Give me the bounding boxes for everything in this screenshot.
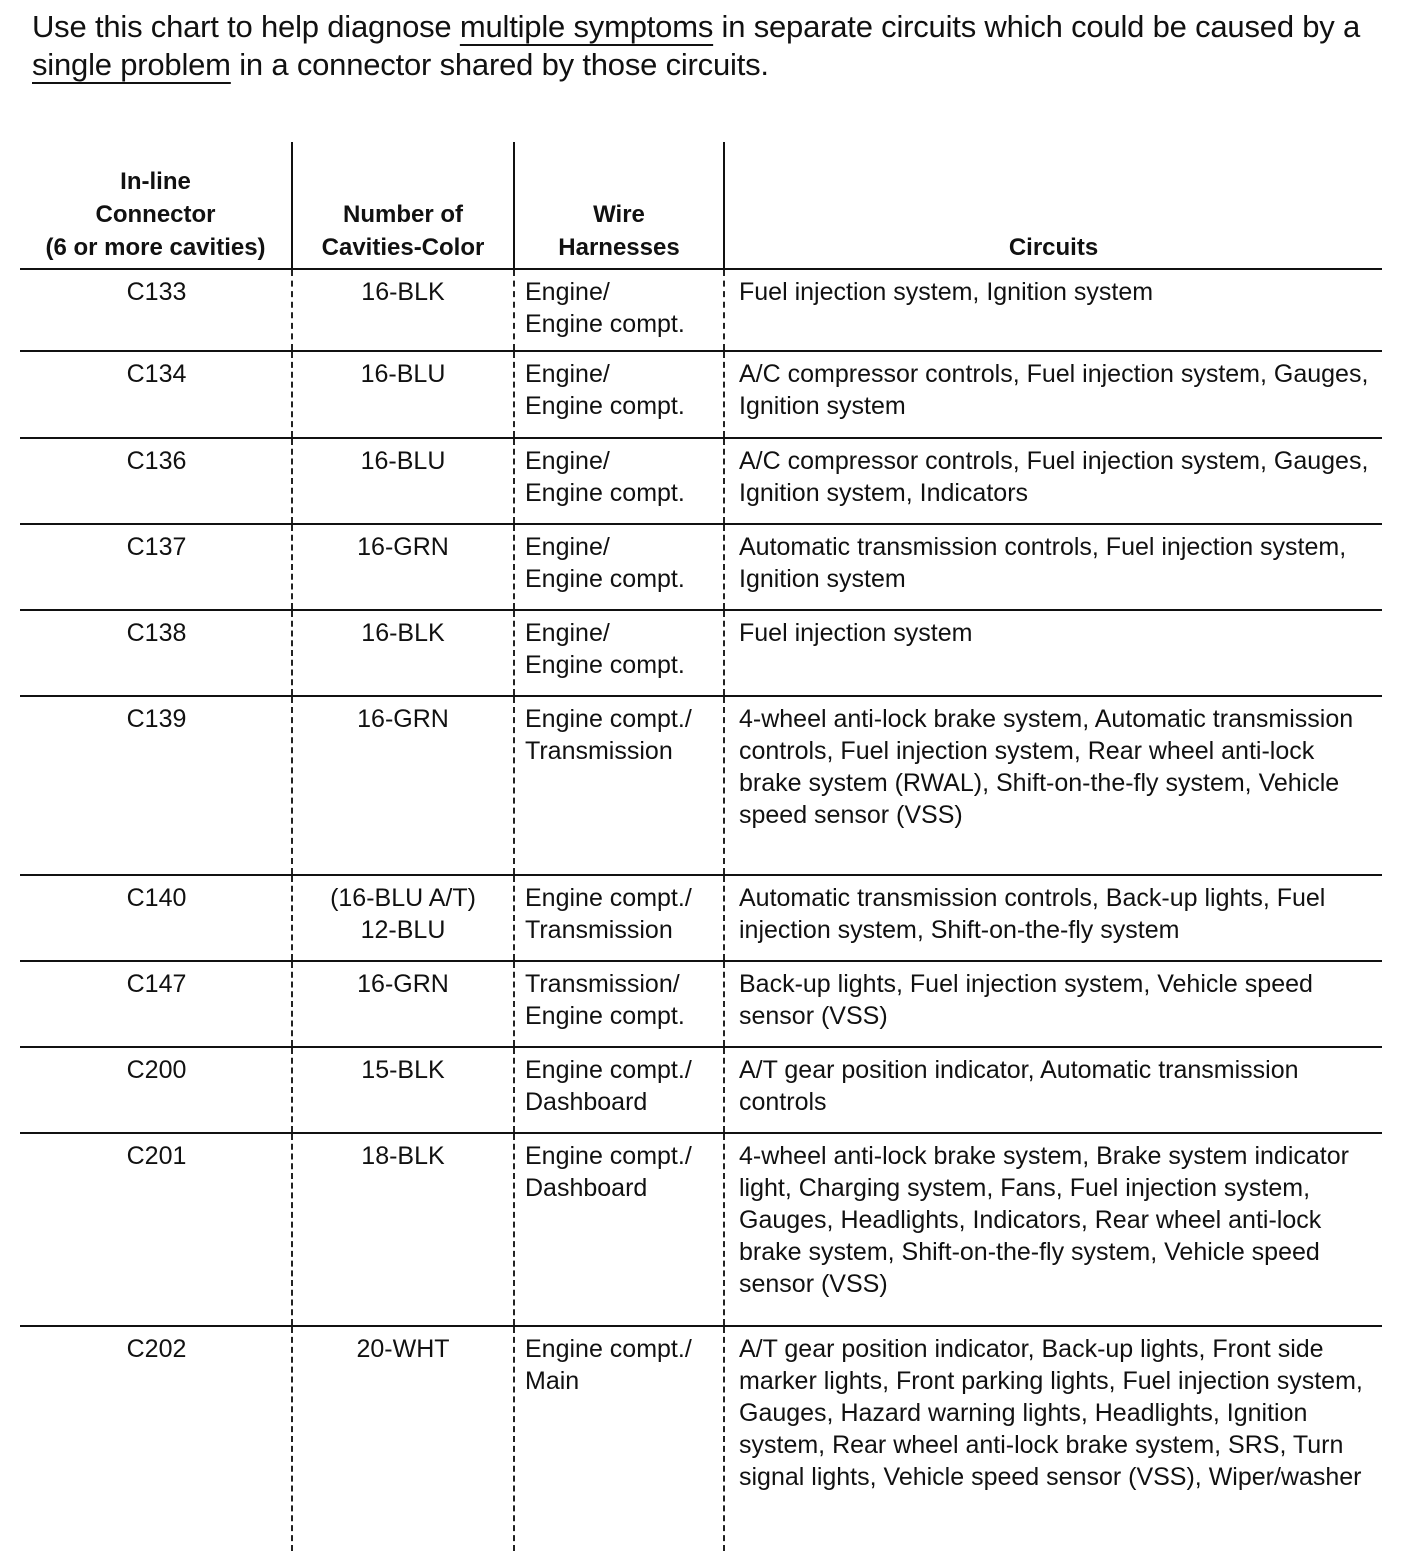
- harnesses-cell: [514, 524, 724, 610]
- cavities-cell: [292, 351, 514, 438]
- harness-line: Engine/: [525, 619, 610, 647]
- harness-line: Engine compt./: [525, 1335, 692, 1363]
- circuits-cell: Automatic transmission controls, Back-up lights, Fuel injection system, Shift-on-the-fly system: [724, 875, 1382, 961]
- harness-line: Engine compt./: [525, 1142, 692, 1170]
- cavities-line: 16-BLK: [361, 619, 445, 647]
- cavities-line: 18-BLK: [361, 1142, 445, 1170]
- connector-cell: C147: [20, 961, 292, 1047]
- cavities-cell: [292, 610, 514, 696]
- header-connector: In-line Connector (6 or more cavities): [20, 142, 292, 269]
- harnesses-cell: [514, 1326, 724, 1551]
- connector-cell: C140: [20, 875, 292, 961]
- circuits-cell: A/C compressor controls, Fuel injection system, Gauges, Ignition system: [724, 351, 1382, 438]
- harness-line: Engine/: [525, 360, 610, 388]
- harness-line: Transmission: [525, 737, 673, 765]
- cavities-line: 16-BLU: [360, 447, 446, 475]
- intro-text-1: Use this chart to help diagnose: [32, 9, 460, 44]
- circuits-cell: A/C compressor controls, Fuel injection system, Gauges, Ignition system, Indicators: [724, 438, 1382, 524]
- harnesses-cell: [514, 269, 724, 351]
- intro-emphasis-single-problem: single problem: [32, 47, 231, 82]
- harness-line: Transmission/: [525, 970, 680, 998]
- connector-table: [20, 142, 1382, 1551]
- connector-cell: C137: [20, 524, 292, 610]
- harness-line: Transmission: [525, 916, 673, 944]
- harnesses-cell: [514, 1047, 724, 1133]
- table-row: [20, 1326, 1382, 1551]
- harness-line: Engine compt.: [525, 479, 685, 507]
- cavities-line: 16-GRN: [357, 705, 449, 733]
- harness-line: Main: [525, 1367, 580, 1395]
- cavities-line: 12-BLU: [360, 916, 446, 944]
- harness-line: Engine compt./: [525, 884, 692, 912]
- harnesses-cell: [514, 610, 724, 696]
- cavities-cell: [292, 1326, 514, 1551]
- connector-cell: C200: [20, 1047, 292, 1133]
- cavities-line: (16-BLU A/T): [330, 884, 476, 912]
- circuits-cell: Fuel injection system, Ignition system: [724, 269, 1382, 351]
- harness-line: Engine compt.: [525, 392, 685, 420]
- intro-text-2: in separate circuits which could be caused by a: [713, 9, 1361, 44]
- table-row: [20, 961, 1382, 1047]
- header-row: [20, 142, 1382, 269]
- intro-emphasis-multiple-symptoms: multiple symptoms: [459, 9, 714, 44]
- cavities-line: 20-WHT: [356, 1335, 450, 1363]
- circuits-cell: 4-wheel anti-lock brake system, Brake system indicator light, Charging system, Fans, Fuel injection system, Gauges, Headlights, Indicators, Rear wheel anti-lock brake system, Shift-on-the-fly system, Vehicle speed sensor (VSS): [724, 1133, 1382, 1326]
- circuits-cell: Back-up lights, Fuel injection system, Vehicle speed sensor (VSS): [724, 961, 1382, 1047]
- connector-cell: C202: [126, 1335, 187, 1363]
- harnesses-cell: [514, 351, 724, 438]
- table-row: [20, 351, 1382, 438]
- circuits-cell: A/T gear position indicator, Back-up lights, Front side marker lights, Front parking lights, Fuel injection system, Gauges, Hazard warning lights, Headlights, Ignition system, Rear wheel anti-lock brake system, SRS, Turn signal lights, Vehicle speed sensor (VSS), Wiper/washer: [724, 1326, 1382, 1551]
- harness-line: Engine compt.: [525, 565, 685, 593]
- connector-cell: C133: [20, 269, 292, 351]
- cavities-cell: [292, 438, 514, 524]
- harness-line: Dashboard: [525, 1088, 648, 1116]
- harnesses-cell: [514, 875, 724, 961]
- harness-line: Engine/: [525, 533, 610, 561]
- harness-line: Engine compt.: [525, 310, 685, 338]
- cavities-line: 16-GRN: [357, 970, 449, 998]
- cavities-line: 16-BLU: [360, 360, 446, 388]
- cavities-cell: [292, 961, 514, 1047]
- circuits-cell: 4-wheel anti-lock brake system, Automatic transmission controls, Fuel injection system, Rear wheel anti-lock brake system (RWAL), Shift-on-the-fly system, Vehicle speed sensor (VSS): [724, 696, 1382, 875]
- cavities-cell: [292, 269, 514, 351]
- table-body: [20, 269, 1382, 1551]
- table-row: [20, 1133, 1382, 1326]
- table-row: [20, 696, 1382, 875]
- header-cavities: Number of Cavities-Color: [292, 142, 514, 269]
- harness-line: Engine compt.: [525, 651, 685, 679]
- harness-line: Engine compt.: [525, 1002, 685, 1030]
- harness-line: Dashboard: [525, 1174, 648, 1202]
- harnesses-cell: [514, 1133, 724, 1326]
- harness-line: Engine/: [525, 447, 610, 475]
- intro-text-3: in a connector shared by those circuits.: [230, 47, 769, 82]
- cavities-cell: [292, 875, 514, 961]
- table-row: [20, 269, 1382, 351]
- cavities-cell: [292, 524, 514, 610]
- harness-line: Engine compt./: [525, 1056, 692, 1084]
- table-row: [20, 610, 1382, 696]
- circuits-cell: Automatic transmission controls, Fuel injection system, Ignition system: [724, 524, 1382, 610]
- cavities-cell: [292, 696, 514, 875]
- table-row: [20, 1047, 1382, 1133]
- table-row: [20, 875, 1382, 961]
- harnesses-cell: [514, 961, 724, 1047]
- connector-cell: C138: [20, 610, 292, 696]
- harness-line: Engine compt./: [525, 705, 692, 733]
- connector-cell: C134: [20, 351, 292, 438]
- intro-paragraph: [32, 8, 1402, 84]
- table-row: [20, 438, 1382, 524]
- cavities-cell: [292, 1133, 514, 1326]
- connector-cell: C136: [20, 438, 292, 524]
- cavities-cell: [292, 1047, 514, 1133]
- header-circuits: Circuits: [724, 142, 1382, 269]
- cavities-line: 16-GRN: [357, 533, 449, 561]
- cavities-line: 15-BLK: [361, 1056, 445, 1084]
- connector-cell: C139: [20, 696, 292, 875]
- circuits-cell: Fuel injection system: [724, 610, 1382, 696]
- header-harnesses: Wire Harnesses: [514, 142, 724, 269]
- harnesses-cell: [514, 438, 724, 524]
- circuits-cell: A/T gear position indicator, Automatic transmission controls: [724, 1047, 1382, 1133]
- harness-line: Engine/: [525, 278, 610, 306]
- cavities-line: 16-BLK: [361, 278, 445, 306]
- table-row: [20, 524, 1382, 610]
- harnesses-cell: [514, 696, 724, 875]
- connector-cell: C201: [20, 1133, 292, 1326]
